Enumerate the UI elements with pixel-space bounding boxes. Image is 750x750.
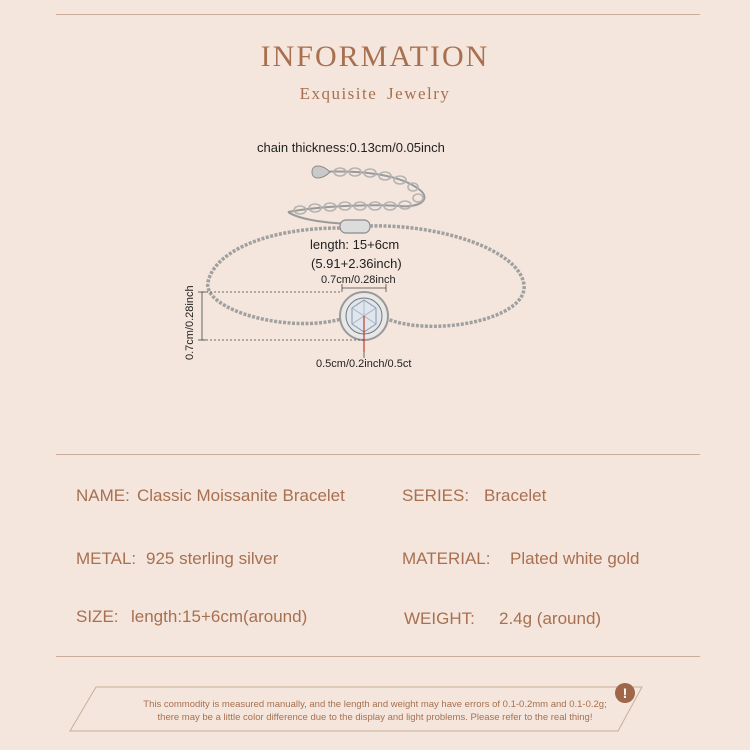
size-value: length:15+6cm(around) xyxy=(131,607,308,626)
extender-chain xyxy=(288,172,424,224)
top-divider xyxy=(56,14,700,15)
stone-size-label: 0.5cm/0.2inch/0.5ct xyxy=(316,358,412,370)
stone-width-label: 0.7cm/0.28inch xyxy=(321,274,396,286)
notice-line-2: there may be a little color difference due to the display and light problems. Please refer to the real thing! xyxy=(157,712,593,723)
page-subtitle: Exquisite Jewelry xyxy=(299,84,451,103)
series-value: Bracelet xyxy=(484,486,547,505)
name-value: Classic Moissanite Bracelet xyxy=(137,486,345,505)
series-key: SERIES: xyxy=(402,486,470,505)
teardrop-charm xyxy=(312,166,330,178)
lobster-clasp xyxy=(340,220,370,233)
size-key: SIZE: xyxy=(76,607,119,626)
middle-divider xyxy=(56,454,700,455)
length-inch-label: (5.91+2.36inch) xyxy=(311,256,402,271)
notice-line-1: This commodity is measured manually, and the length and weight may have errors of 0.1-0.2mm and 0.1-0.2g; xyxy=(143,699,607,710)
warning-icon: ! xyxy=(615,683,635,703)
metal-key: METAL: xyxy=(76,549,137,568)
page-title: INFORMATION xyxy=(260,40,490,73)
weight-key: WEIGHT: xyxy=(404,609,475,628)
material-value: Plated white gold xyxy=(510,549,640,568)
lower-divider xyxy=(56,656,700,657)
stone-height-label: 0.7cm/0.28inch xyxy=(184,285,196,360)
material-key: MATERIAL: xyxy=(402,549,491,568)
name-key: NAME: xyxy=(76,486,130,505)
metal-value: 925 sterling silver xyxy=(146,549,279,568)
length-label: length: 15+6cm xyxy=(310,237,400,252)
chain-thickness-label: chain thickness:0.13cm/0.05inch xyxy=(257,140,445,155)
weight-value: 2.4g (around) xyxy=(499,609,602,628)
